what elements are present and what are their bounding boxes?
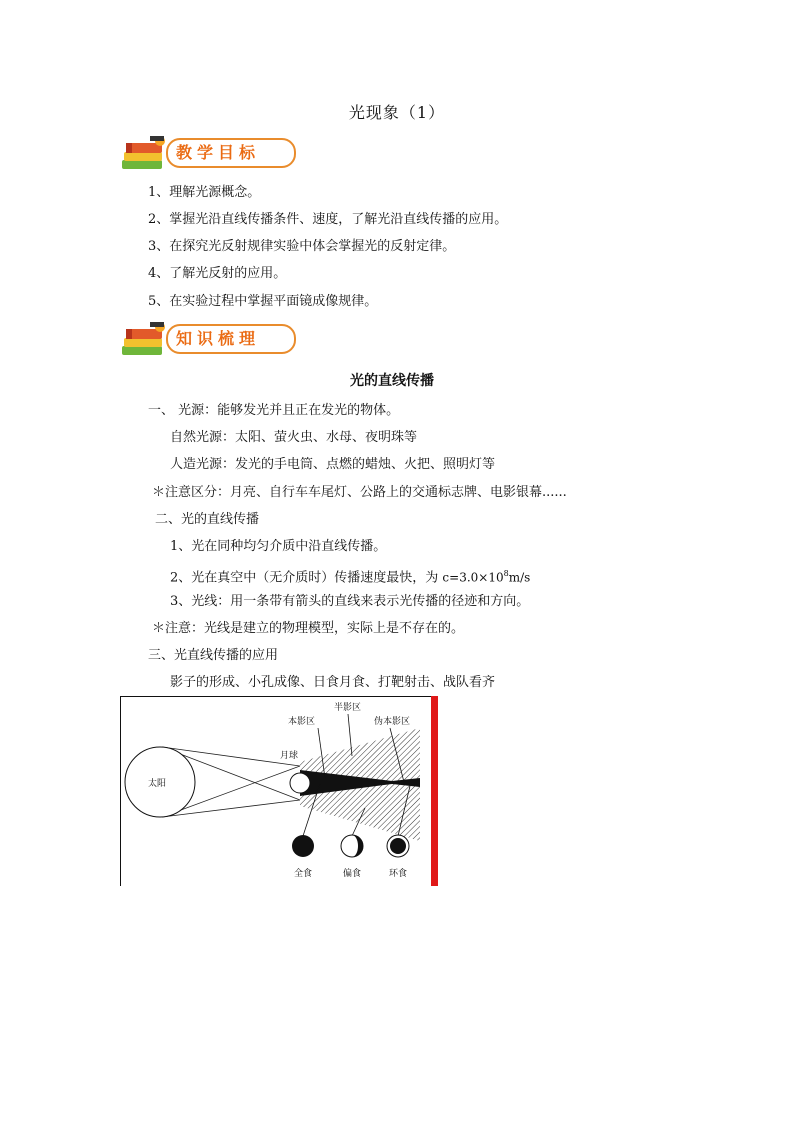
subheading: 二、光的直线传播 [155,512,260,527]
text-line [170,566,530,586]
page-title: 光现象（1） [348,103,446,122]
objective-item: 1、理解光源概念。 [148,185,261,200]
text-line: 影子的形成、小孔成像、日食月食、打靶射击、战队看齐 [170,675,496,690]
moon-label: 月球 [280,751,299,761]
screen-bar [431,696,438,886]
text-line: 人造光源：发光的手电筒、点燃的蜡烛、火把、照明灯等 [170,457,496,472]
badge-label: 教学目标 [166,138,296,168]
section-heading: 光的直线传播 [350,373,434,389]
sun-label: 太阳 [148,779,167,789]
speed-exponent: 8 [503,569,509,578]
note-line: ＊注意：光线是建立的物理模型，实际上是不存在的。 [152,621,465,636]
text-line: 一、 光源：能够发光并且正在发光的物体。 [148,403,400,418]
speed-unit: m/s [508,570,531,585]
speed-formula: c=3.0×10 [442,570,504,585]
annular-core [390,838,406,854]
total-label: 全食 [294,869,313,879]
objective-item: 5、在实验过程中掌握平面镜成像规律。 [148,294,378,309]
speed-text: 2、光在真空中（无介质时）传播速度最快，为 [170,570,439,586]
text-line: 1、光在同种均匀介质中沿直线传播。 [170,539,387,554]
note-line: ＊注意区分：月亮、自行车车尾灯、公路上的交通标志牌、电影银幕...... [152,485,567,500]
badge-label: 知识梳理 [166,324,296,354]
section-badge-knowledge [120,318,290,362]
umbra-label: 本影区 [288,717,316,727]
objective-item: 3、在探究光反射规律实验中体会掌握光的反射定律。 [148,239,456,254]
partial-label: 偏食 [343,869,362,879]
text-line: 自然光源：太阳、萤火虫、水母、夜明珠等 [170,430,418,445]
antumbra-label: 伪本影区 [374,717,411,727]
moon-circle [290,773,310,793]
objective-item: 2、掌握光沿直线传播条件、速度，了解光沿直线传播的应用。 [148,212,508,227]
objective-item: 4、了解光反射的应用。 [148,266,287,281]
text-line: 3、光线：用一条带有箭头的直线来表示光传播的径迹和方向。 [170,594,530,609]
total-eclipse-symbol [292,835,314,857]
subheading: 三、光直线传播的应用 [148,648,279,663]
eclipse-diagram [120,696,438,886]
section-badge-objectives [120,132,290,176]
penumbra-label: 半影区 [334,703,362,713]
annular-label: 环食 [389,869,408,879]
